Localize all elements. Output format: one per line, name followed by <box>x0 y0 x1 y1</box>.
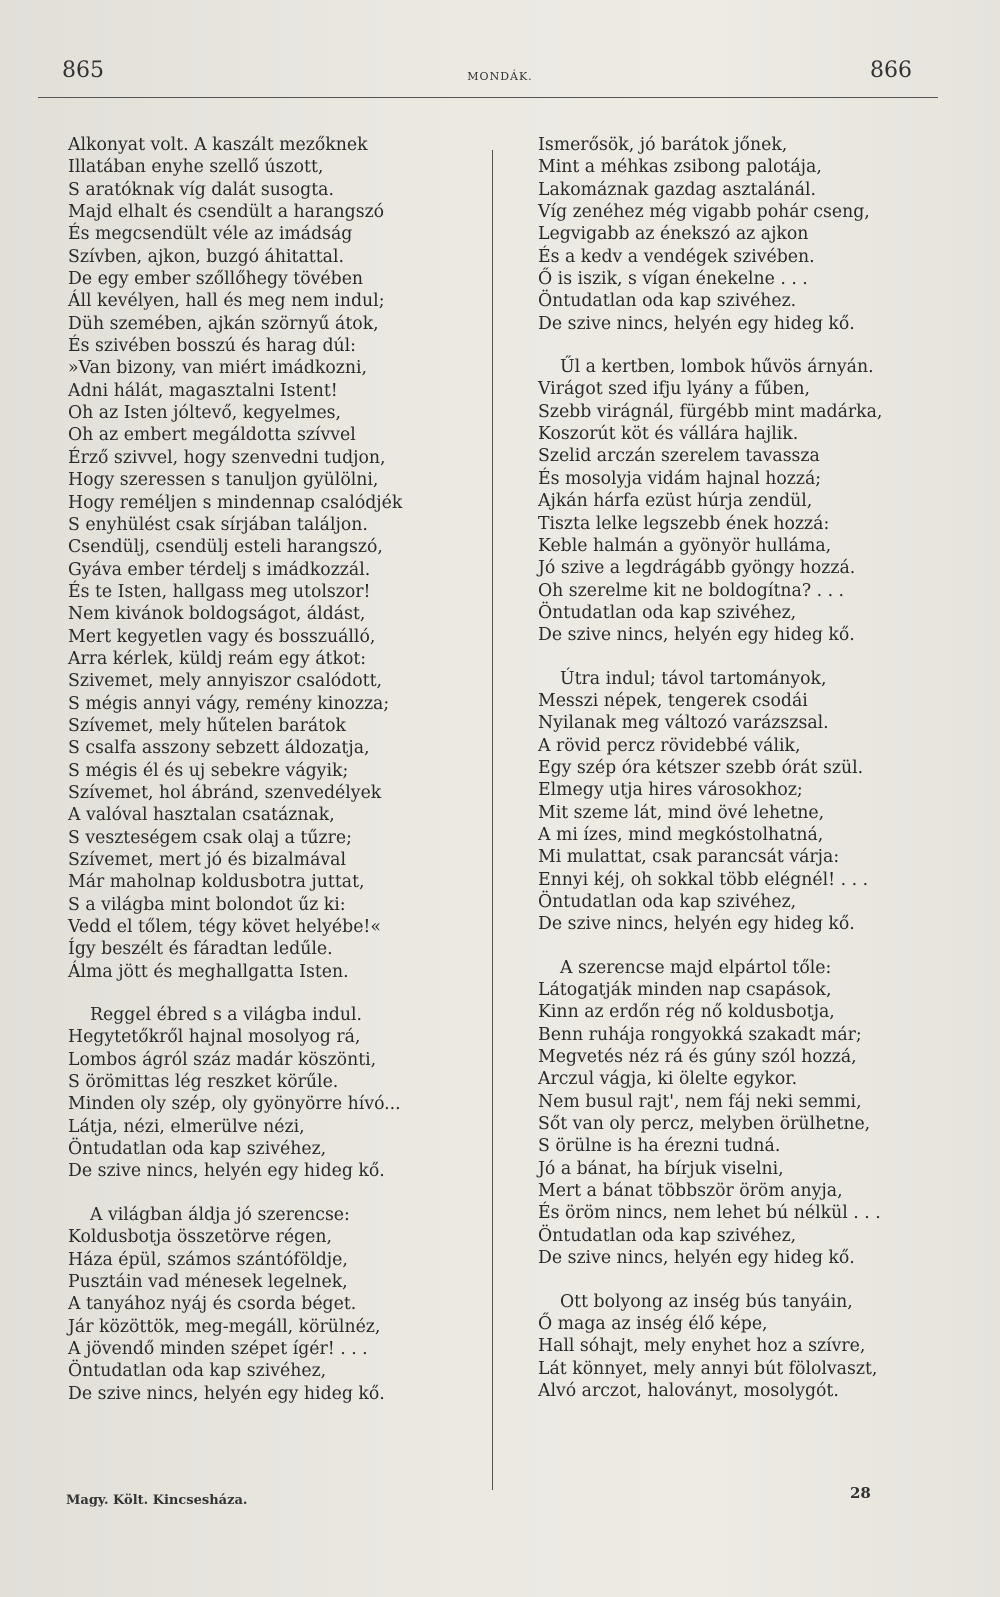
verse-line: Öntudatlan oda kap szivéhez, <box>538 602 797 623</box>
verse-line: A szerencse majd elpártol tőle: <box>560 957 832 978</box>
verse-line: És öröm nincs, nem lehet bú nélkül . . . <box>538 1203 881 1224</box>
left-column-stanza <box>68 134 402 983</box>
verse-line: A tanyához nyáj és csorda béget. <box>68 1294 357 1315</box>
verse-line: Szelid arczán szerelem tavassza <box>538 446 820 467</box>
verse-line: Oh az embert megáldotta szívvel <box>68 425 356 446</box>
verse-line: Szivemet, mely annyiszor csalódott, <box>68 671 383 692</box>
verse-line: De szive nincs, helyén egy hideg kő. <box>538 313 855 334</box>
verse-line: Hall sóhajt, mely enyhet hoz a szívre, <box>538 1336 866 1357</box>
verse-line: Minden oly szép, oly gyönyörre hívó... <box>68 1094 401 1115</box>
left-column-stanza <box>68 1204 402 1405</box>
verse-line: Háza épül, számos szántóföldje, <box>68 1249 348 1270</box>
verse-line: Lombos ágról száz madár köszönti, <box>68 1049 377 1070</box>
verse-line: Nyilanak meg változó varázszsal. <box>538 713 829 734</box>
verse-line: A valóval hasztalan csatáznak, <box>68 805 335 826</box>
verse-line: Keble halmán a gyönyör hulláma, <box>538 535 832 556</box>
verse-line: Lakomáznak gazdag asztalánál. <box>538 179 817 200</box>
source-note: Magy. Költ. Kincsesháza. <box>66 1493 248 1508</box>
verse-line: Űl a kertben, lombok hűvös árnyán. <box>560 357 874 378</box>
verse-line: Arczul vágja, ki ölelte egykor. <box>538 1069 798 1090</box>
verse-line: Egy szép óra kétszer szebb órát szül. <box>538 757 864 778</box>
verse-line: Látogatják minden nap csapások, <box>538 980 832 1001</box>
verse-line: A világban áldja jó szerencse: <box>90 1204 350 1225</box>
verse-line: Tiszta lelke legszebb ének hozzá: <box>538 513 830 534</box>
verse-line: Hegytetőkről hajnal mosolyog rá, <box>68 1027 361 1048</box>
right-column-stanza <box>538 668 882 936</box>
verse-line: Érző szivvel, hogy szenvedni tudjon, <box>68 447 386 468</box>
column-divider <box>492 150 493 1490</box>
verse-line: S mégis annyi vágy, remény kinozza; <box>68 693 390 714</box>
verse-line: Már maholnap koldusbotra juttat, <box>68 872 365 893</box>
verse-line: Szívemet, hol ábránd, szenvedélyek <box>68 782 382 803</box>
verse-line: Ő maga az inség élő képe, <box>538 1313 768 1334</box>
verse-line: Mert kegyetlen vagy és bosszuálló, <box>68 626 376 647</box>
verse-line: Öntudatlan oda kap szivéhez, <box>68 1361 327 1382</box>
page-number-right: 866 <box>870 58 912 83</box>
verse-line: A mi ízes, mind megkóstolhatná, <box>538 824 824 845</box>
verse-line: De szive nincs, helyén egy hideg kő. <box>538 1248 855 1269</box>
verse-line: Mint a méhkas zsibong palotája, <box>538 157 822 178</box>
verse-line: Gyáva ember térdelj s imádkozzál. <box>68 559 371 580</box>
verse-line: Szívemet, mely hűtelen barátok <box>68 715 346 736</box>
verse-line: S aratóknak víg dalát susogta. <box>68 179 334 200</box>
verse-line: Jár közöttök, meg-megáll, körülnéz, <box>68 1316 381 1337</box>
verse-line: És te Isten, hallgass meg utolszor! <box>68 581 371 602</box>
right-column-stanza <box>538 356 882 646</box>
verse-line: Öntudatlan oda kap szivéhez. <box>538 291 797 312</box>
verse-line: S veszteségem csak olaj a tűzre; <box>68 827 352 848</box>
verse-line: És a kedv a vendégek szivében. <box>538 246 815 267</box>
verse-line: Virágot szed ifju lyány a fűben, <box>538 379 811 400</box>
verse-line: Öntudatlan oda kap szivéhez, <box>68 1139 327 1160</box>
page-number-left: 865 <box>62 58 104 83</box>
verse-line: Áll kevélyen, hall és meg nem indul; <box>68 291 385 312</box>
running-title: MONDÁK. <box>467 70 533 83</box>
verse-line: S mégis él és uj sebekre vágyik; <box>68 760 349 781</box>
verse-line: Ott bolyong az inség bús tanyáin, <box>560 1291 853 1312</box>
verse-line: Reggel ébred s a világba indul. <box>90 1005 363 1026</box>
verse-line: De szive nincs, helyén egy hideg kő. <box>68 1383 385 1404</box>
verse-line: Lát könnyet, mely annyi bút fölolvaszt, <box>538 1358 878 1379</box>
verse-line: Víg zenéhez még vigabb pohár cseng, <box>538 202 870 223</box>
verse-line: A rövid percz rövidebbé válik, <box>538 735 801 756</box>
verse-line: S csalfa asszony sebzett áldozatja, <box>68 738 370 759</box>
verse-line: Vedd el tőlem, tégy követ helyébe!« <box>68 917 381 938</box>
left-column-stanza <box>68 1004 402 1183</box>
header-rule <box>38 97 938 98</box>
verse-line: S örülne is ha érezni tudná. <box>538 1136 781 1157</box>
verse-line: Álma jött és meghallgatta Isten. <box>68 961 349 982</box>
verse-line: Jó szive a legdrágább gyöngy hozzá. <box>538 558 856 579</box>
verse-line: Messzi népek, tengerek csodái <box>538 690 808 711</box>
verse-line: És szivében bosszú és harag dúl: <box>68 336 356 357</box>
verse-line: S örömittas lég reszket körűle. <box>68 1072 339 1093</box>
verse-line: Ismerősök, jó barátok jőnek, <box>538 135 788 155</box>
verse-line: Mit szeme lát, mind övé lehetne, <box>538 802 825 823</box>
verse-line: A jövendő minden szépet ígér! . . . <box>68 1338 368 1359</box>
verse-line: Ajkán hárfa ezüst húrja zendül, <box>538 491 813 512</box>
verse-line: Látja, nézi, elmerülve nézi, <box>68 1116 305 1137</box>
verse-line: Nem kivánok boldogságot, áldást, <box>68 604 366 625</box>
verse-line: Adni hálát, magasztalni Istent! <box>68 380 338 401</box>
verse-line: Alkonyat volt. A kaszált mezőknek <box>68 135 368 155</box>
verse-line: Koszorút köt és vállára hajlik. <box>538 424 799 445</box>
verse-line: És megcsendült véle az imádság <box>68 224 353 245</box>
verse-line: Szívemet, mert jó és bizalmával <box>68 850 346 870</box>
verse-line: De egy ember szőllőhegy tövében <box>68 269 364 290</box>
verse-line: Düh szemében, ajkán szörnyű átok, <box>68 313 379 334</box>
verse-line: Majd elhalt és csendült a harangszó <box>68 202 385 223</box>
right-column-stanza <box>538 1291 882 1403</box>
verse-line: Pusztáin vad ménesek legelnek, <box>68 1271 348 1292</box>
verse-line: Öntudatlan oda kap szivéhez, <box>538 1225 797 1246</box>
verse-line: Koldusbotja összetörve régen, <box>68 1227 332 1248</box>
sheet-number: 28 <box>850 1484 871 1502</box>
verse-line: Oh szerelme kit ne boldogítna? . . . <box>538 580 845 601</box>
verse-line: Öntudatlan oda kap szivéhez, <box>538 892 797 912</box>
verse-line: Mi mulattat, csak parancsát várja: <box>538 847 840 868</box>
verse-line: Hogy reméljen s mindennap csalódjék <box>68 492 403 513</box>
verse-line: Csendülj, csendülj esteli harangszó, <box>68 537 383 558</box>
verse-line: Hogy szeressen s tanuljon gyülölni, <box>68 470 379 491</box>
verse-line: Megvetés néz rá és gúny szól hozzá, <box>538 1047 857 1068</box>
verse-line: Jó a bánat, ha bírjuk viselni, <box>538 1158 784 1179</box>
verse-line: Arra kérlek, küldj reám egy átkot: <box>68 648 367 669</box>
right-column-stanza <box>538 134 882 335</box>
verse-line: Szebb virágnál, fürgébb mint madárka, <box>538 401 883 422</box>
verse-line: S a világba mint bolondot űz ki: <box>68 894 346 915</box>
verse-line: De szive nincs, helyén egy hideg kő. <box>538 625 855 646</box>
verse-line: Mert a bánat többször öröm anyja, <box>538 1181 843 1202</box>
verse-line: Ennyi kéj, oh sokkal több elégnél! . . . <box>538 869 869 890</box>
verse-line: Alvó arczot, haloványt, mosolygót. <box>538 1380 839 1401</box>
verse-line: Oh az Isten jóltevő, kegyelmes, <box>68 403 342 424</box>
verse-line: Illatában enyhe szellő úszott, <box>68 157 324 178</box>
verse-line: »Van bizony, van miért imádkozni, <box>68 358 368 379</box>
verse-line: Nem busul rajt', nem fáj neki semmi, <box>538 1091 862 1112</box>
verse-line: Kinn az erdőn rég nő koldusbotja, <box>538 1002 835 1023</box>
verse-line: Sőt van oly percz, melyben örülhetne, <box>538 1114 871 1135</box>
verse-line: Elmegy utja hires városokhoz; <box>538 780 803 801</box>
verse-line: Útra indul; távol tartományok, <box>560 668 827 689</box>
verse-line: Így beszélt és fáradtan ledűle. <box>68 939 333 960</box>
verse-line: Szívben, ajkon, buzgó áhitattal. <box>68 246 344 267</box>
left-column <box>68 134 402 1426</box>
verse-line: De szive nincs, helyén egy hideg kő. <box>538 914 855 935</box>
verse-line: De szive nincs, helyén egy hideg kő. <box>68 1161 385 1182</box>
verse-line: És mosolyja vidám hajnal hozzá; <box>538 468 822 489</box>
right-column <box>538 134 882 1423</box>
verse-line: Benn ruhája rongyokká szakadt már; <box>538 1024 862 1045</box>
right-column-stanza <box>538 957 882 1270</box>
verse-line: S enyhülést csak sírjában találjon. <box>68 514 368 535</box>
verse-line: Legvigabb az énekszó az ajkon <box>538 224 809 245</box>
verse-line: Ő is iszik, s vígan énekelne . . . <box>538 269 808 290</box>
